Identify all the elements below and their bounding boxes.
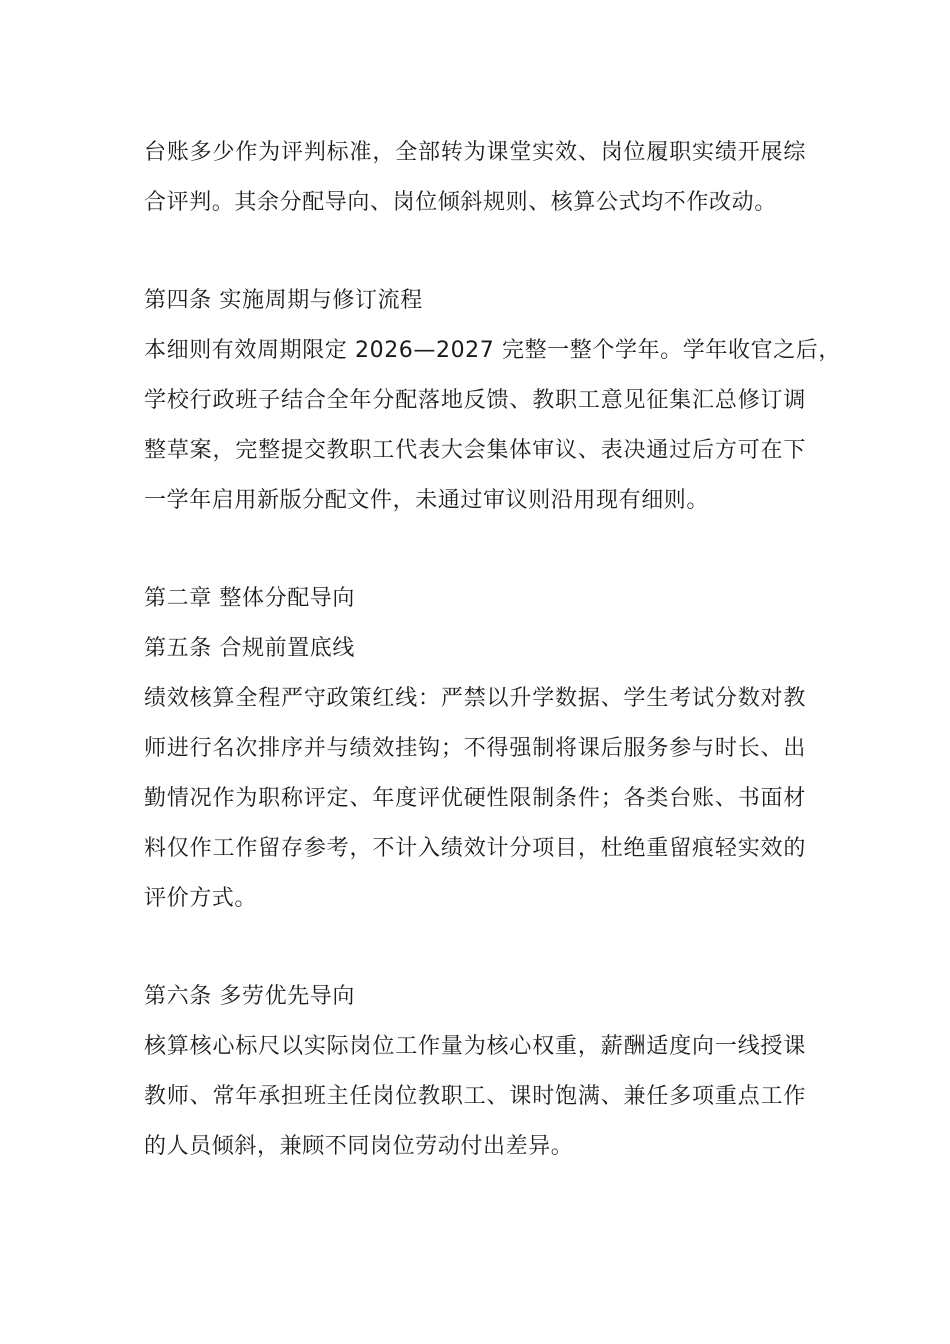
paragraph-line: 台账多少作为评判标准，全部转为课堂实效、岗位履职实绩开展综 [144,140,806,165]
paragraph-gap [144,228,806,276]
section-heading: 第二章 整体分配导向 [144,586,355,611]
paragraph [144,1022,806,1172]
paragraph-line: 的人员倾斜，兼顾不同岗位劳动付出差异。 [144,1134,574,1159]
paragraph-line: 整草案，完整提交教职工代表大会集体审议、表决通过后方可在下 [144,438,806,463]
paragraph-line: 学校行政班子结合全年分配落地反馈、教职工意见征集汇总修订调 [144,388,806,413]
paragraph-gap [144,924,806,972]
section-heading: 第五条 合规前置底线 [144,636,355,661]
paragraph [144,674,806,924]
paragraph-line: 勤情况作为职称评定、年度评优硬性限制条件；各类台账、书面材 [144,786,806,811]
paragraph-line: 教师、常年承担班主任岗位教职工、课时饱满、兼任多项重点工作 [144,1084,806,1109]
paragraph-line: 一学年启用新版分配文件，未通过审议则沿用现有细则。 [144,488,710,513]
section-heading: 第四条 实施周期与修订流程 [144,288,423,313]
paragraph-line: 师进行名次排序并与绩效挂钩；不得强制将课后服务参与时长、出 [144,736,806,761]
section-heading: 第六条 多劳优先导向 [144,984,355,1009]
paragraph-line: 核算核心标尺以实际岗位工作量为核心权重，薪酬适度向一线授课 [144,1034,806,1059]
paragraph-gap [144,526,806,574]
document-page [144,128,841,1172]
paragraph-line: 绩效核算全程严守政策红线：严禁以升学数据、学生考试分数对教 [144,686,806,711]
paragraph-line: 本细则有效周期限定 2026—2027 完整一整个学年。学年收官之后， [144,338,841,363]
paragraph-line: 合评判。其余分配导向、岗位倾斜规则、核算公式均不作改动。 [144,190,777,215]
paragraph [144,326,841,526]
paragraph [144,128,806,228]
paragraph-line: 料仅作工作留存参考，不计入绩效计分项目，杜绝重留痕轻实效的 [144,836,806,861]
paragraph-line: 评价方式。 [144,886,258,911]
